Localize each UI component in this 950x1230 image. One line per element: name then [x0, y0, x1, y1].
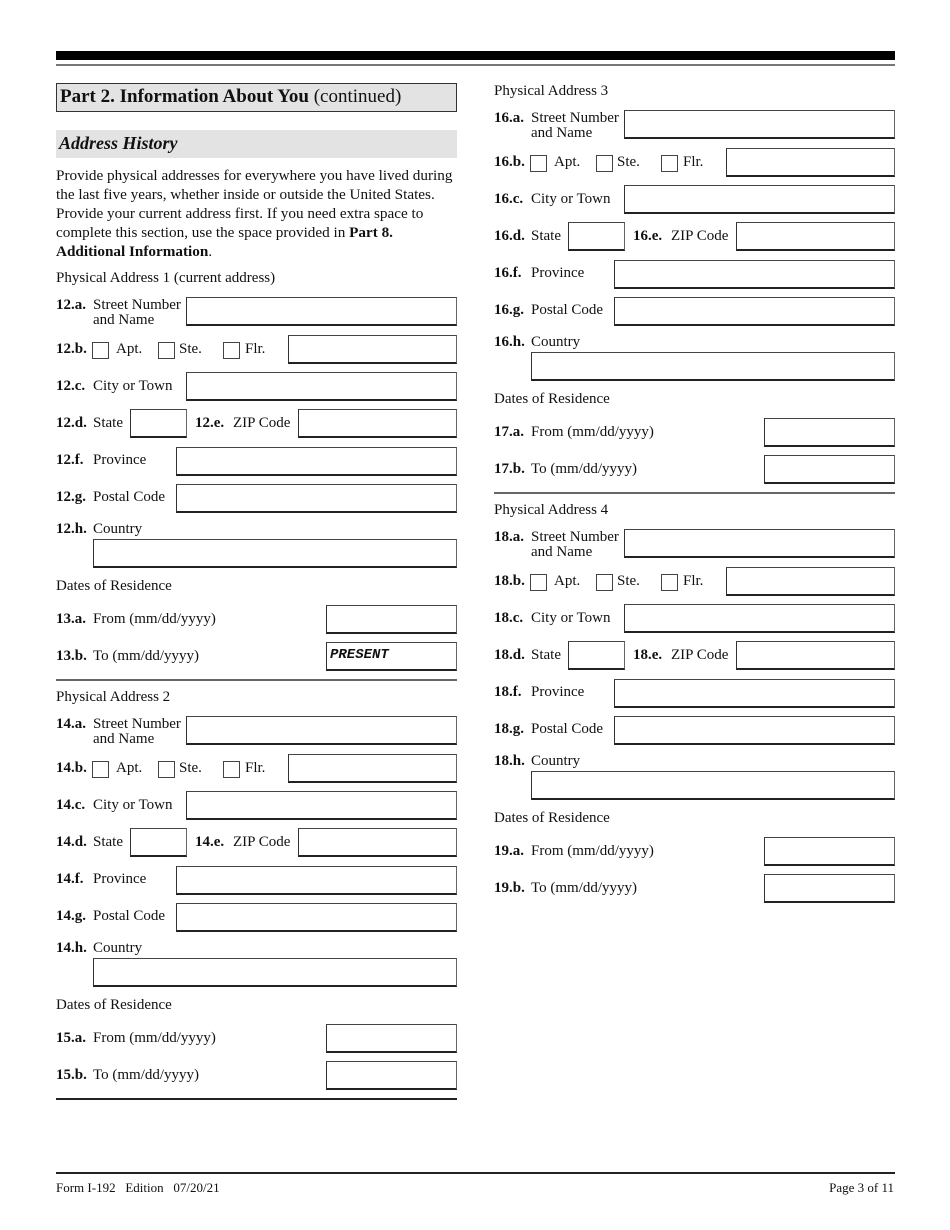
to-date-input-value: [765, 879, 768, 895]
city-label: City or Town: [531, 191, 611, 207]
item-number: 12.d.: [56, 415, 87, 431]
item-number: 14.e.: [195, 834, 225, 850]
apt-checkbox[interactable]: [92, 342, 109, 359]
postal-label: Postal Code: [531, 302, 604, 318]
country-label: Country: [531, 753, 581, 769]
item-number: 18.d.: [494, 647, 525, 663]
postal-label: Postal Code: [93, 908, 166, 924]
ste-checkbox[interactable]: [596, 574, 613, 591]
section-divider: [56, 679, 457, 681]
to-date-label: To (mm/dd/yyyy): [93, 1067, 200, 1083]
item-number: 17.a.: [494, 424, 524, 440]
header-thin-rule: [56, 64, 895, 66]
item-number: 18.g.: [494, 721, 524, 737]
province-label: Province: [93, 452, 147, 468]
country-label: Country: [93, 521, 143, 537]
flr-checkbox[interactable]: [223, 761, 240, 778]
flr-label: Flr.: [683, 573, 704, 589]
part-title: Part 2. Information About You: [60, 86, 309, 107]
item-number: 14.h.: [56, 940, 87, 956]
page-number: Page 3 of 11: [829, 1180, 894, 1195]
item-number: 16.f.: [494, 265, 522, 281]
item-number: 16.b.: [494, 154, 525, 170]
province-input[interactable]: [176, 866, 457, 895]
ste-label: Ste.: [179, 341, 202, 357]
item-number: 12.b.: [56, 341, 87, 357]
to-date-input-value: [765, 460, 768, 476]
postal-code-input[interactable]: [614, 297, 895, 326]
state-input[interactable]: [568, 222, 625, 251]
flr-label: Flr.: [245, 760, 266, 776]
province-label: Province: [93, 871, 147, 887]
province-label: Province: [531, 684, 585, 700]
street-label-line1: Street Number: [93, 716, 181, 732]
state-label: State: [93, 834, 123, 850]
postal-code-input[interactable]: [176, 903, 457, 932]
item-number: 12.h.: [56, 521, 87, 537]
intro-text: Provide physical addresses for everywhere you have lived during the last five years, whether inside or outside the United States. Provide your current address first. If you need extra space to complete this section, use the space provided in: [56, 167, 453, 241]
street-input[interactable]: [624, 110, 895, 139]
to-date-input-value: PRESENT: [330, 647, 389, 663]
dates-heading: Dates of Residence: [56, 997, 172, 1013]
to-date-input[interactable]: [764, 455, 895, 484]
form-edition: Form I-192 Edition 07/20/21: [56, 1180, 220, 1195]
state-label: State: [93, 415, 123, 431]
ste-label: Ste.: [617, 573, 640, 589]
apt-checkbox[interactable]: [92, 761, 109, 778]
city-label: City or Town: [531, 610, 611, 626]
dates-heading: Dates of Residence: [494, 810, 610, 826]
street-label-line2: and Name: [531, 125, 593, 141]
item-number: 14.a.: [56, 716, 86, 732]
from-date-input-value: [327, 1029, 330, 1045]
apt-label: Apt.: [116, 341, 143, 357]
ste-checkbox[interactable]: [158, 761, 175, 778]
country-input[interactable]: [531, 352, 895, 381]
country-label: Country: [531, 334, 581, 350]
to-date-input[interactable]: [326, 1061, 457, 1090]
to-date-label: To (mm/dd/yyyy): [531, 461, 638, 477]
country-input[interactable]: [531, 771, 895, 800]
to-date-input[interactable]: [326, 642, 457, 671]
item-number: 13.a.: [56, 611, 86, 627]
state-input[interactable]: [568, 641, 625, 670]
item-number: 16.a.: [494, 110, 524, 126]
to-date-label: To (mm/dd/yyyy): [93, 648, 200, 664]
footer-rule: [56, 1172, 895, 1174]
unit-number-input[interactable]: [288, 335, 457, 364]
province-label: Province: [531, 265, 585, 281]
street-input[interactable]: [186, 716, 457, 745]
item-number: 16.h.: [494, 334, 525, 350]
from-date-label: From (mm/dd/yyyy): [531, 424, 654, 440]
item-number: 19.b.: [494, 880, 525, 896]
apt-checkbox[interactable]: [530, 155, 547, 172]
zip-input[interactable]: [736, 222, 895, 251]
from-date-label: From (mm/dd/yyyy): [93, 1030, 216, 1046]
item-number: 14.g.: [56, 908, 86, 924]
part-header: [56, 83, 457, 112]
item-number: 12.c.: [56, 378, 86, 394]
address-title: Physical Address 3: [494, 83, 609, 99]
country-input[interactable]: [93, 958, 457, 987]
item-number: 14.b.: [56, 760, 87, 776]
province-input[interactable]: [614, 679, 895, 708]
section-header: Address History: [56, 130, 457, 158]
dates-heading: Dates of Residence: [494, 391, 610, 407]
zip-label: ZIP Code: [233, 834, 291, 850]
unit-number-input[interactable]: [726, 567, 895, 596]
country-input[interactable]: [93, 539, 457, 568]
ste-checkbox[interactable]: [158, 342, 175, 359]
apt-label: Apt.: [554, 154, 581, 170]
street-input[interactable]: [186, 297, 457, 326]
from-date-label: From (mm/dd/yyyy): [531, 843, 654, 859]
item-number: 12.a.: [56, 297, 86, 313]
state-label: State: [531, 228, 561, 244]
from-date-input-value: [327, 610, 330, 626]
street-label-line1: Street Number: [93, 297, 181, 313]
from-date-input[interactable]: [326, 605, 457, 634]
item-number: 14.c.: [56, 797, 86, 813]
city-input[interactable]: [624, 604, 895, 633]
intro-paragraph: [56, 166, 461, 261]
item-number: 15.a.: [56, 1030, 86, 1046]
item-number: 18.c.: [494, 610, 524, 626]
zip-input[interactable]: [298, 409, 457, 438]
to-date-input[interactable]: [764, 874, 895, 903]
from-date-input[interactable]: [326, 1024, 457, 1053]
flr-checkbox[interactable]: [661, 574, 678, 591]
ste-checkbox[interactable]: [596, 155, 613, 172]
flr-label: Flr.: [683, 154, 704, 170]
street-label-line2: and Name: [93, 731, 155, 747]
item-number: 14.f.: [56, 871, 84, 887]
dates-heading: Dates of Residence: [56, 578, 172, 594]
header-thick-rule: [56, 51, 895, 60]
zip-input[interactable]: [298, 828, 457, 857]
item-number: 12.f.: [56, 452, 84, 468]
item-number: 16.c.: [494, 191, 524, 207]
item-number: 17.b.: [494, 461, 525, 477]
street-input[interactable]: [624, 529, 895, 558]
state-label: State: [531, 647, 561, 663]
item-number: 18.h.: [494, 753, 525, 769]
from-date-input-value: [765, 423, 768, 439]
street-label-line1: Street Number: [531, 110, 619, 126]
country-label: Country: [93, 940, 143, 956]
to-date-label: To (mm/dd/yyyy): [531, 880, 638, 896]
item-number: 15.b.: [56, 1067, 87, 1083]
street-label-line1: Street Number: [531, 529, 619, 545]
flr-checkbox[interactable]: [661, 155, 678, 172]
item-number: 12.g.: [56, 489, 86, 505]
postal-code-input[interactable]: [176, 484, 457, 513]
state-input[interactable]: [130, 828, 187, 857]
postal-code-input[interactable]: [614, 716, 895, 745]
from-date-input-value: [765, 842, 768, 858]
street-label-line2: and Name: [93, 312, 155, 328]
section-divider: [494, 492, 895, 494]
province-input[interactable]: [176, 447, 457, 476]
section-divider: [56, 1098, 457, 1100]
zip-label: ZIP Code: [233, 415, 291, 431]
street-label-line2: and Name: [531, 544, 593, 560]
city-label: City or Town: [93, 378, 173, 394]
zip-label: ZIP Code: [671, 647, 729, 663]
unit-number-input[interactable]: [726, 148, 895, 177]
intro-end: .: [208, 243, 213, 260]
item-number: 18.a.: [494, 529, 524, 545]
postal-label: Postal Code: [531, 721, 604, 737]
city-input[interactable]: [624, 185, 895, 214]
state-input[interactable]: [130, 409, 187, 438]
zip-label: ZIP Code: [671, 228, 729, 244]
flr-checkbox[interactable]: [223, 342, 240, 359]
ste-label: Ste.: [617, 154, 640, 170]
city-input[interactable]: [186, 791, 457, 820]
item-number: 13.b.: [56, 648, 87, 664]
city-label: City or Town: [93, 797, 173, 813]
unit-number-input[interactable]: [288, 754, 457, 783]
apt-checkbox[interactable]: [530, 574, 547, 591]
part-title-suffix: (continued): [308, 86, 402, 107]
postal-label: Postal Code: [93, 489, 166, 505]
item-number: 12.e.: [195, 415, 225, 431]
to-date-input-value: [327, 1066, 330, 1082]
flr-label: Flr.: [245, 341, 266, 357]
address-title: Physical Address 2: [56, 689, 171, 705]
item-number: 19.a.: [494, 843, 524, 859]
item-number: 14.d.: [56, 834, 87, 850]
address-title: Physical Address 4: [494, 502, 609, 518]
item-number: 18.e.: [633, 647, 663, 663]
item-number: 16.d.: [494, 228, 525, 244]
apt-label: Apt.: [116, 760, 143, 776]
address-title: Physical Address 1 (current address): [56, 270, 276, 286]
province-input[interactable]: [614, 260, 895, 289]
item-number: 18.f.: [494, 684, 522, 700]
intro-bold-ref: Part 8. Additional Information: [56, 224, 393, 260]
city-input[interactable]: [186, 372, 457, 401]
item-number: 16.e.: [633, 228, 663, 244]
item-number: 18.b.: [494, 573, 525, 589]
ste-label: Ste.: [179, 760, 202, 776]
item-number: 16.g.: [494, 302, 524, 318]
from-date-input[interactable]: [764, 418, 895, 447]
apt-label: Apt.: [554, 573, 581, 589]
from-date-label: From (mm/dd/yyyy): [93, 611, 216, 627]
zip-input[interactable]: [736, 641, 895, 670]
from-date-input[interactable]: [764, 837, 895, 866]
